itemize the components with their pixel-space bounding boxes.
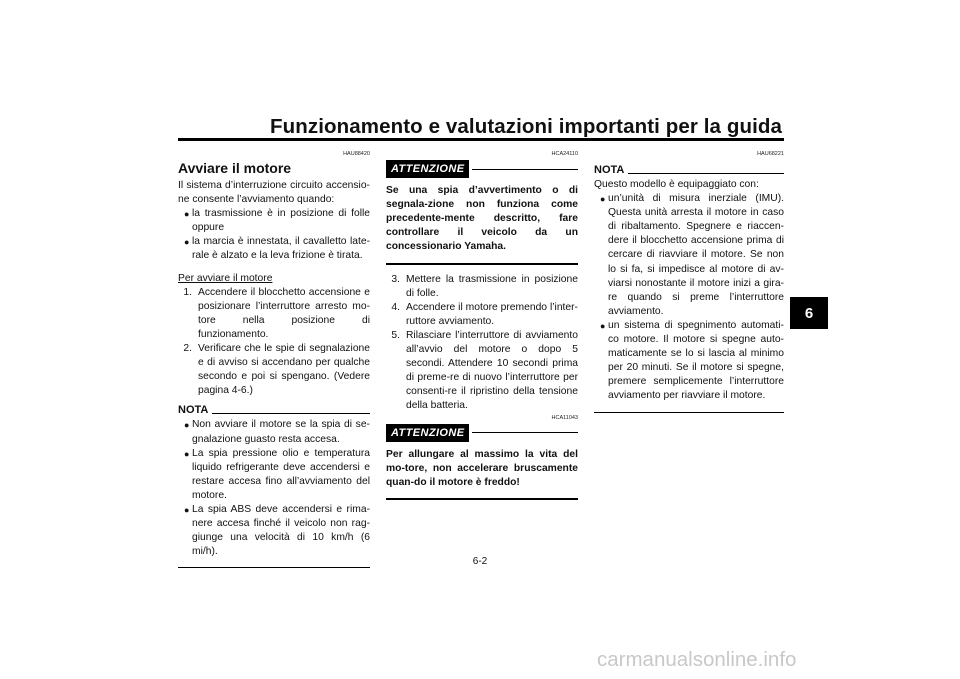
- intro-text: Questo modello è equipaggiato con:: [594, 179, 759, 190]
- nota-label: NOTA: [594, 164, 625, 176]
- subheading: Per avviare il motore: [178, 272, 273, 284]
- attention-label: ATTENZIONE: [386, 424, 469, 442]
- bullet-icon: ●: [184, 504, 190, 515]
- step-item: 5. Rilasciare l’interruttore di avviamento all’avvio del motore o dopo 5 secondi. Attendere 10 secondi prima di preme-re di nuovo l’interruttore per consenti-re il ripristino della tensione della batteria.: [391, 329, 578, 412]
- chapter-tab: 6: [790, 297, 828, 329]
- column-right: [594, 150, 784, 413]
- list-item: ● un sistema di spegnimento automati-co motore. Il motore si spegne auto-maticamente se lo si lascia al minimo per 20 minuti. Se il motore si spegne, premere semplicemente l’interruttore avviamento per riavviare il motore.: [594, 319, 784, 404]
- attention-text: Per allungare al massimo la vita del mo-tore, non accelerare bruscamente quan-do il motore è freddo!: [386, 448, 578, 488]
- steps-list: [386, 273, 578, 414]
- bullet-icon: ●: [184, 448, 190, 459]
- nota-header: [178, 404, 370, 416]
- attention-header: [386, 160, 578, 178]
- bullet-icon: ●: [600, 320, 606, 331]
- list-item: ● La spia pressione olio e temperatura liquido refrigerante deve accendersi e restare accesa fino all’avviamento del motore.: [178, 447, 370, 503]
- bullet-icon: ●: [184, 237, 190, 248]
- nota-rule: [628, 173, 784, 174]
- nota-label: NOTA: [178, 404, 209, 417]
- bullet-icon: ●: [600, 194, 606, 205]
- attention-rule: [472, 169, 578, 170]
- bullet-icon: ●: [184, 420, 190, 431]
- list-item: ● La spia ABS deve accendersi e rima-nere accesa finché il veicolo non rag-giunge una velocità di 10 km/h (6 mi/h).: [178, 503, 370, 559]
- section-code: HCA24110: [551, 151, 578, 157]
- list-item: ● Non avviare il motore se la spia di se-gnalazione guasto resta accesa.: [178, 418, 370, 446]
- section-code: HAU68221: [757, 151, 784, 157]
- nota-header: [594, 164, 784, 176]
- list-item: ● la marcia è innestata, il cavalletto late-rale è alzato e la leva frizione è tirata.: [178, 235, 370, 263]
- nota-list: [178, 418, 370, 559]
- step-item: 1. Accendere il blocchetto accensione e posizionare l’interruttore arresto mo-tore nella posizione di funzionamento.: [183, 286, 370, 340]
- steps-list: [178, 286, 370, 399]
- attention-rule: [472, 432, 578, 433]
- attention-header: [386, 424, 578, 442]
- nota-list: [594, 192, 784, 403]
- nota-end-rule: [594, 412, 784, 413]
- attention-end-rule: [386, 498, 578, 500]
- condition-list: [178, 207, 370, 263]
- attention-text: Se una spia d’avvertimento o di segnala-zione non funziona come precedente-mente descritto, fare controllare il veicolo da un concessionario Yamaha.: [386, 185, 578, 253]
- nota-rule: [212, 413, 370, 414]
- column-middle: [386, 150, 578, 508]
- page-number: 6-2: [472, 556, 488, 567]
- page-title: Funzionamento e valutazioni importanti per la guida: [270, 115, 782, 138]
- intro-text: Il sistema d’interruzione circuito accensio-ne consente l’avviamento quando:: [178, 180, 370, 206]
- list-item: ● un’unità di misura inerziale (IMU). Questa unità arresta il motore in caso di ribaltamento. Spegnere e riaccen-dere il blocchetto accensione prima di cercare di riavviare il motore. Se non lo si fa, si impedisce al motore di av-viarsi nonostante il motore inizi a gira-re quando si preme l’interruttore avviamento.: [594, 192, 784, 319]
- step-item: 3. Mettere la trasmissione in posizione di folle.: [391, 273, 578, 299]
- attention-label: ATTENZIONE: [386, 160, 469, 178]
- list-item: ● la trasmissione è in posizione di folle oppure: [178, 207, 370, 235]
- attention-end-rule: [386, 263, 578, 265]
- column-left: [178, 150, 370, 568]
- nota-end-rule: [178, 567, 370, 568]
- step-item: 2. Verificare che le spie di segnalazione e di avviso si accendano per qualche secondo e poi si spengano. (Vedere pagina 4-6.): [183, 343, 370, 397]
- title-rule: [178, 138, 784, 141]
- watermark: carmanualsonline.info: [597, 648, 797, 671]
- section-code: HCA11043: [551, 414, 578, 421]
- section-heading: Avviare il motore: [178, 160, 292, 176]
- step-item: 4. Accendere il motore premendo l’inter-ruttore avviamento.: [391, 301, 578, 327]
- bullet-icon: ●: [184, 209, 190, 220]
- section-code: HAU88420: [343, 151, 370, 157]
